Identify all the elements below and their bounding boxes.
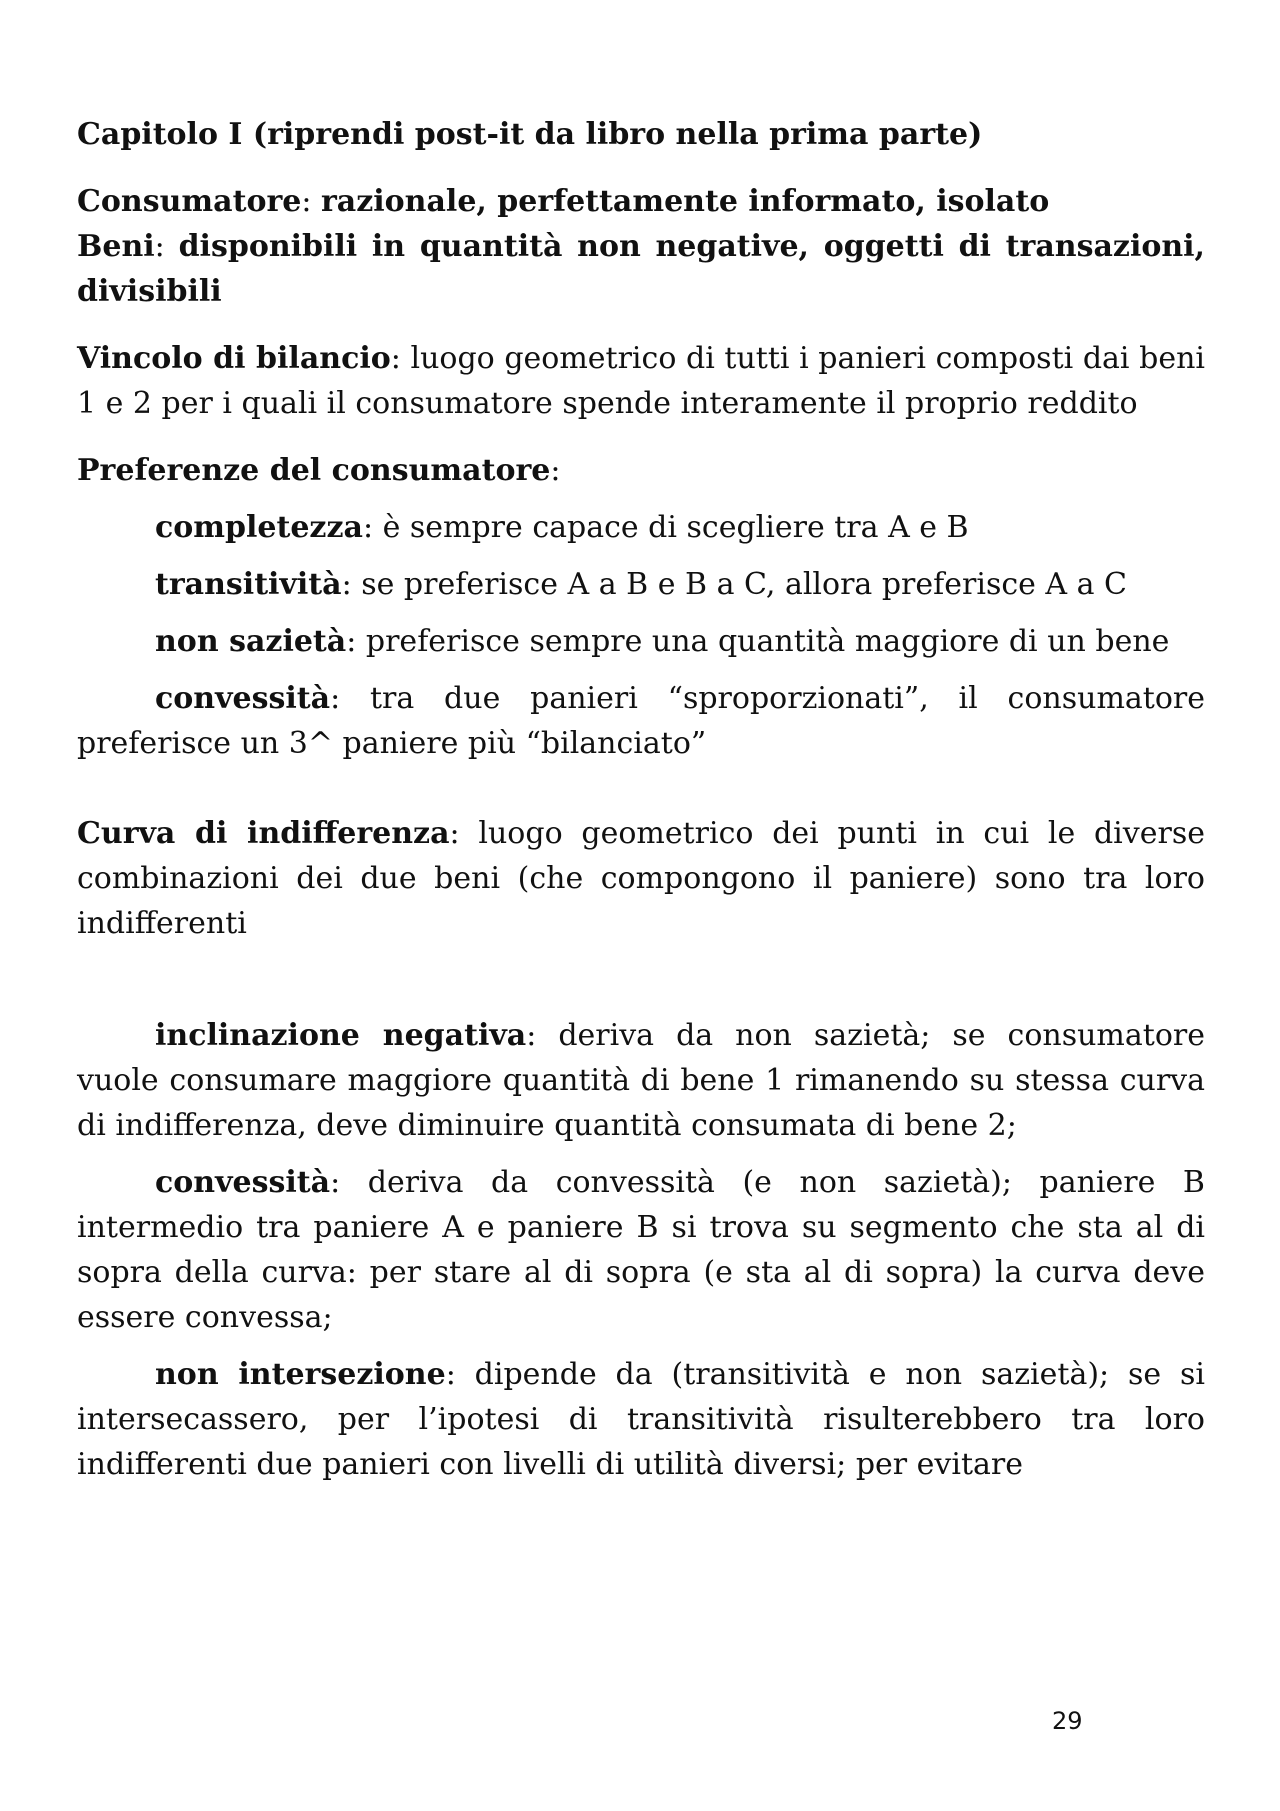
- term-consumatore: Consumatore: [77, 184, 302, 219]
- preferenza-item: [77, 619, 1205, 664]
- sep-consumatore: :: [301, 184, 321, 219]
- proprieta-sep: :: [526, 1018, 559, 1053]
- preferenza-term: convessità: [155, 681, 331, 716]
- proprieta-text: deriva da convessità (e non sazietà); paniere B intermedio tra paniere A e paniere B si trova su segmento che sta al di sopra della curva: per stare al di sopra (e sta al di sopra) la curva deve essere convessa;: [77, 1165, 1205, 1335]
- preferenze-heading-sep: :: [550, 453, 561, 488]
- preferenza-item: [77, 505, 1205, 550]
- definition-consumatore: [77, 179, 1205, 224]
- proprieta-item: [77, 1352, 1205, 1487]
- term-beni: Beni: [77, 229, 155, 264]
- preferenza-item: [77, 562, 1205, 607]
- page-number: 29: [1052, 1707, 1083, 1735]
- proprieta-item: [77, 1160, 1205, 1340]
- term-curva-di-indifferenza: Curva di indifferenza: [77, 816, 450, 851]
- proprieta-sep: :: [330, 1165, 368, 1200]
- preferenza-text: preferisce sempre una quantità maggiore di un bene: [365, 624, 1170, 659]
- preferenza-text: tra due panieri “sproporzionati”, il consumatore preferisce un 3^ paniere più “bilanciato”: [77, 681, 1205, 761]
- preferenza-sep: :: [362, 510, 383, 545]
- proprieta-text: deriva da non sazietà; se consumatore vuole consumare maggiore quantità di bene 1 rimanendo su stessa curva di indifferenza, deve diminuire quantità consumata di bene 2;: [77, 1018, 1205, 1143]
- preferenza-text: è sempre capace di scegliere tra A e B: [382, 510, 969, 545]
- preferenza-term: transitività: [155, 567, 342, 602]
- proprieta-item: [77, 1013, 1205, 1148]
- definition-curva-di-indifferenza: [77, 811, 1205, 946]
- preferenze-heading-text: Preferenze del consumatore: [77, 453, 551, 488]
- definition-curva-text: luogo geometrico dei punti in cui le diverse combinazioni dei due beni (che compongono il paniere) sono tra loro indifferenti: [77, 816, 1205, 941]
- preferenza-sep: :: [330, 681, 370, 716]
- preferenza-sep: :: [341, 567, 362, 602]
- chapter-title: [77, 112, 1205, 157]
- sep-curva: :: [449, 816, 479, 851]
- proprieta-sep: :: [445, 1357, 475, 1392]
- preferenza-item: [77, 676, 1205, 766]
- definition-beni-text: disponibili in quantità non negative, oggetti di transazioni, divisibili: [77, 229, 1205, 309]
- definition-vincolo-text: luogo geometrico di tutti i panieri composti dai beni 1 e 2 per i quali il consumatore spende interamente il proprio reddito: [77, 341, 1205, 421]
- preferenze-heading: [77, 448, 1205, 493]
- definition-vincolo-di-bilancio: [77, 336, 1205, 426]
- preferenza-sep: :: [346, 624, 366, 659]
- term-vincolo-di-bilancio: Vincolo di bilancio: [77, 341, 391, 376]
- definition-beni: [77, 224, 1205, 314]
- definition-consumatore-text: razionale, perfettamente informato, isolato: [321, 184, 1050, 219]
- proprieta-term: convessità: [155, 1165, 331, 1200]
- preferenza-term: completezza: [155, 510, 363, 545]
- chapter-title-text: Capitolo I (riprendi post-it da libro nella prima parte): [77, 117, 983, 152]
- sep-beni: :: [154, 229, 179, 264]
- proprieta-term: inclinazione negativa: [155, 1018, 527, 1053]
- preferenza-text: se preferisce A a B e B a C, allora preferisce A a C: [361, 567, 1128, 602]
- proprieta-term: non intersezione: [155, 1357, 446, 1392]
- preferenza-term: non sazietà: [155, 624, 347, 659]
- sep-vincolo: :: [390, 341, 411, 376]
- proprieta-text: dipende da (transitività e non sazietà); se si intersecassero, per l’ipotesi di transitività risulterebbero tra loro indifferenti due panieri con livelli di utilità diversi; per evitare: [77, 1357, 1205, 1482]
- document-page: [77, 112, 1205, 1487]
